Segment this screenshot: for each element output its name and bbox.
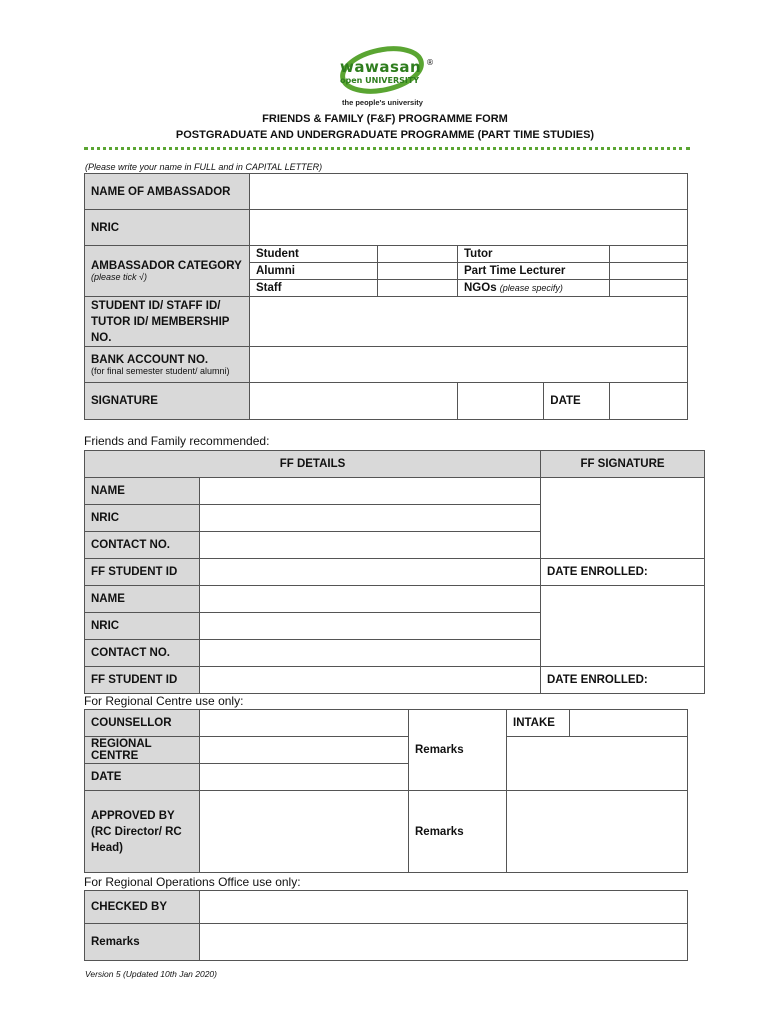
ff2-student-id-label: FF STUDENT ID xyxy=(85,667,200,694)
category-staff-label: Staff xyxy=(250,280,378,297)
category-tutor-label: Tutor xyxy=(458,246,610,263)
category-ptl-label: Part Time Lecturer xyxy=(458,263,610,280)
counsellor-label: COUNSELLOR xyxy=(85,710,200,737)
logo-subtitle: open UNIVERSITY xyxy=(340,76,420,85)
ff-section-label: Friends and Family recommended: xyxy=(84,434,270,448)
form-title: FRIENDS & FAMILY (F&F) PROGRAMME FORM xyxy=(262,113,508,125)
approved-by-label: APPROVED BY (RC Director/ RC Head) xyxy=(85,791,200,873)
logo-reg-mark: ® xyxy=(426,58,434,67)
ambassador-name-label: NAME OF AMBASSADOR xyxy=(85,174,250,210)
ff2-signature-field[interactable] xyxy=(541,586,705,667)
checked-by-field[interactable] xyxy=(200,891,688,924)
logo-wordmark: wawasan xyxy=(340,58,422,76)
rc-remarks-label: Remarks xyxy=(409,710,507,791)
ff2-name-label: NAME xyxy=(85,586,200,613)
header-divider xyxy=(84,147,690,150)
operations-remarks-field[interactable] xyxy=(200,924,688,961)
ff2-student-id-field[interactable] xyxy=(200,667,541,694)
ambassador-name-field[interactable] xyxy=(250,174,688,210)
ff-signature-header: FF SIGNATURE xyxy=(541,451,705,478)
ff2-nric-field[interactable] xyxy=(200,613,541,640)
ff2-contact-field[interactable] xyxy=(200,640,541,667)
ambassador-table xyxy=(84,173,688,420)
category-tutor-tick[interactable] xyxy=(610,246,688,263)
signature-label: SIGNATURE xyxy=(85,383,250,420)
category-alumni-label: Alumni xyxy=(250,263,378,280)
category-label-cell xyxy=(85,246,250,297)
category-ngo-note: (please specify) xyxy=(499,283,563,293)
ff2-name-field[interactable] xyxy=(200,586,541,613)
regional-section-label: For Regional Centre use only: xyxy=(84,694,244,708)
ff1-date-enrolled[interactable]: DATE ENROLLED: xyxy=(541,559,705,586)
ff-details-header: FF DETAILS xyxy=(85,451,541,478)
ff2-contact-label: CONTACT NO. xyxy=(85,640,200,667)
operations-section-label: For Regional Operations Office use only: xyxy=(84,875,301,889)
category-ngo-label-cell xyxy=(458,280,610,297)
bank-note: (for final semester student/ alumni) xyxy=(91,365,230,376)
version-footer: Version 5 (Updated 10th Jan 2020) xyxy=(85,969,217,979)
operations-table xyxy=(84,890,688,961)
approval-remarks-label: Remarks xyxy=(409,791,507,873)
ff1-contact-label: CONTACT NO. xyxy=(85,532,200,559)
ff-table xyxy=(84,450,705,694)
signature-date-field[interactable] xyxy=(610,383,688,420)
intake-field[interactable] xyxy=(570,710,688,737)
rc-remarks-field[interactable] xyxy=(507,737,688,791)
bank-field[interactable] xyxy=(250,347,688,383)
category-ngo-label: NGOs xyxy=(464,282,497,294)
form-subtitle: POSTGRADUATE AND UNDERGRADUATE PROGRAMME (PART TIME STUDIES) xyxy=(175,129,595,141)
rc-date-field[interactable] xyxy=(200,764,409,791)
regional-centre-field[interactable] xyxy=(200,737,409,764)
ff1-name-label: NAME xyxy=(85,478,200,505)
category-student-tick[interactable] xyxy=(378,246,458,263)
ambassador-id-label: STUDENT ID/ STAFF ID/ TUTOR ID/ MEMBERSHIP NO. xyxy=(85,297,250,347)
ff2-nric-label: NRIC xyxy=(85,613,200,640)
checked-by-label: CHECKED BY xyxy=(85,891,200,924)
intake-label: INTAKE xyxy=(507,710,570,737)
bank-label-cell xyxy=(85,347,250,383)
date-area xyxy=(458,383,610,420)
ff1-student-id-field[interactable] xyxy=(200,559,541,586)
category-ngo-tick[interactable] xyxy=(610,280,688,297)
counsellor-field[interactable] xyxy=(200,710,409,737)
regional-centre-label: REGIONAL CENTRE xyxy=(85,737,200,764)
approval-remarks-field[interactable] xyxy=(507,791,688,873)
ambassador-nric-field[interactable] xyxy=(250,210,688,246)
ff2-date-enrolled[interactable]: DATE ENROLLED: xyxy=(541,667,705,694)
rc-date-label: DATE xyxy=(85,764,200,791)
signature-field[interactable] xyxy=(250,383,458,420)
bank-label: BANK ACCOUNT NO. xyxy=(91,353,209,366)
ff1-nric-field[interactable] xyxy=(200,505,541,532)
category-ptl-tick[interactable] xyxy=(610,263,688,280)
ff1-student-id-label: FF STUDENT ID xyxy=(85,559,200,586)
category-student-label: Student xyxy=(250,246,378,263)
university-logo xyxy=(332,46,442,108)
category-staff-tick[interactable] xyxy=(378,280,458,297)
category-label: AMBASSADOR CATEGORY xyxy=(91,260,242,272)
regional-table xyxy=(84,709,688,873)
signature-date-label: DATE xyxy=(543,383,609,419)
ambassador-id-field[interactable] xyxy=(250,297,688,347)
category-alumni-tick[interactable] xyxy=(378,263,458,280)
ff1-signature-field[interactable] xyxy=(541,478,705,559)
ff1-name-field[interactable] xyxy=(200,478,541,505)
ff1-contact-field[interactable] xyxy=(200,532,541,559)
category-note: (please tick √) xyxy=(91,272,147,282)
logo-tagline: the people's university xyxy=(342,98,423,107)
ambassador-nric-label: NRIC xyxy=(85,210,250,246)
operations-remarks-label: Remarks xyxy=(85,924,200,961)
instruction-text: (Please write your name in FULL and in CAPITAL LETTER) xyxy=(85,162,323,172)
ff1-nric-label: NRIC xyxy=(85,505,200,532)
approved-by-field[interactable] xyxy=(200,791,409,873)
